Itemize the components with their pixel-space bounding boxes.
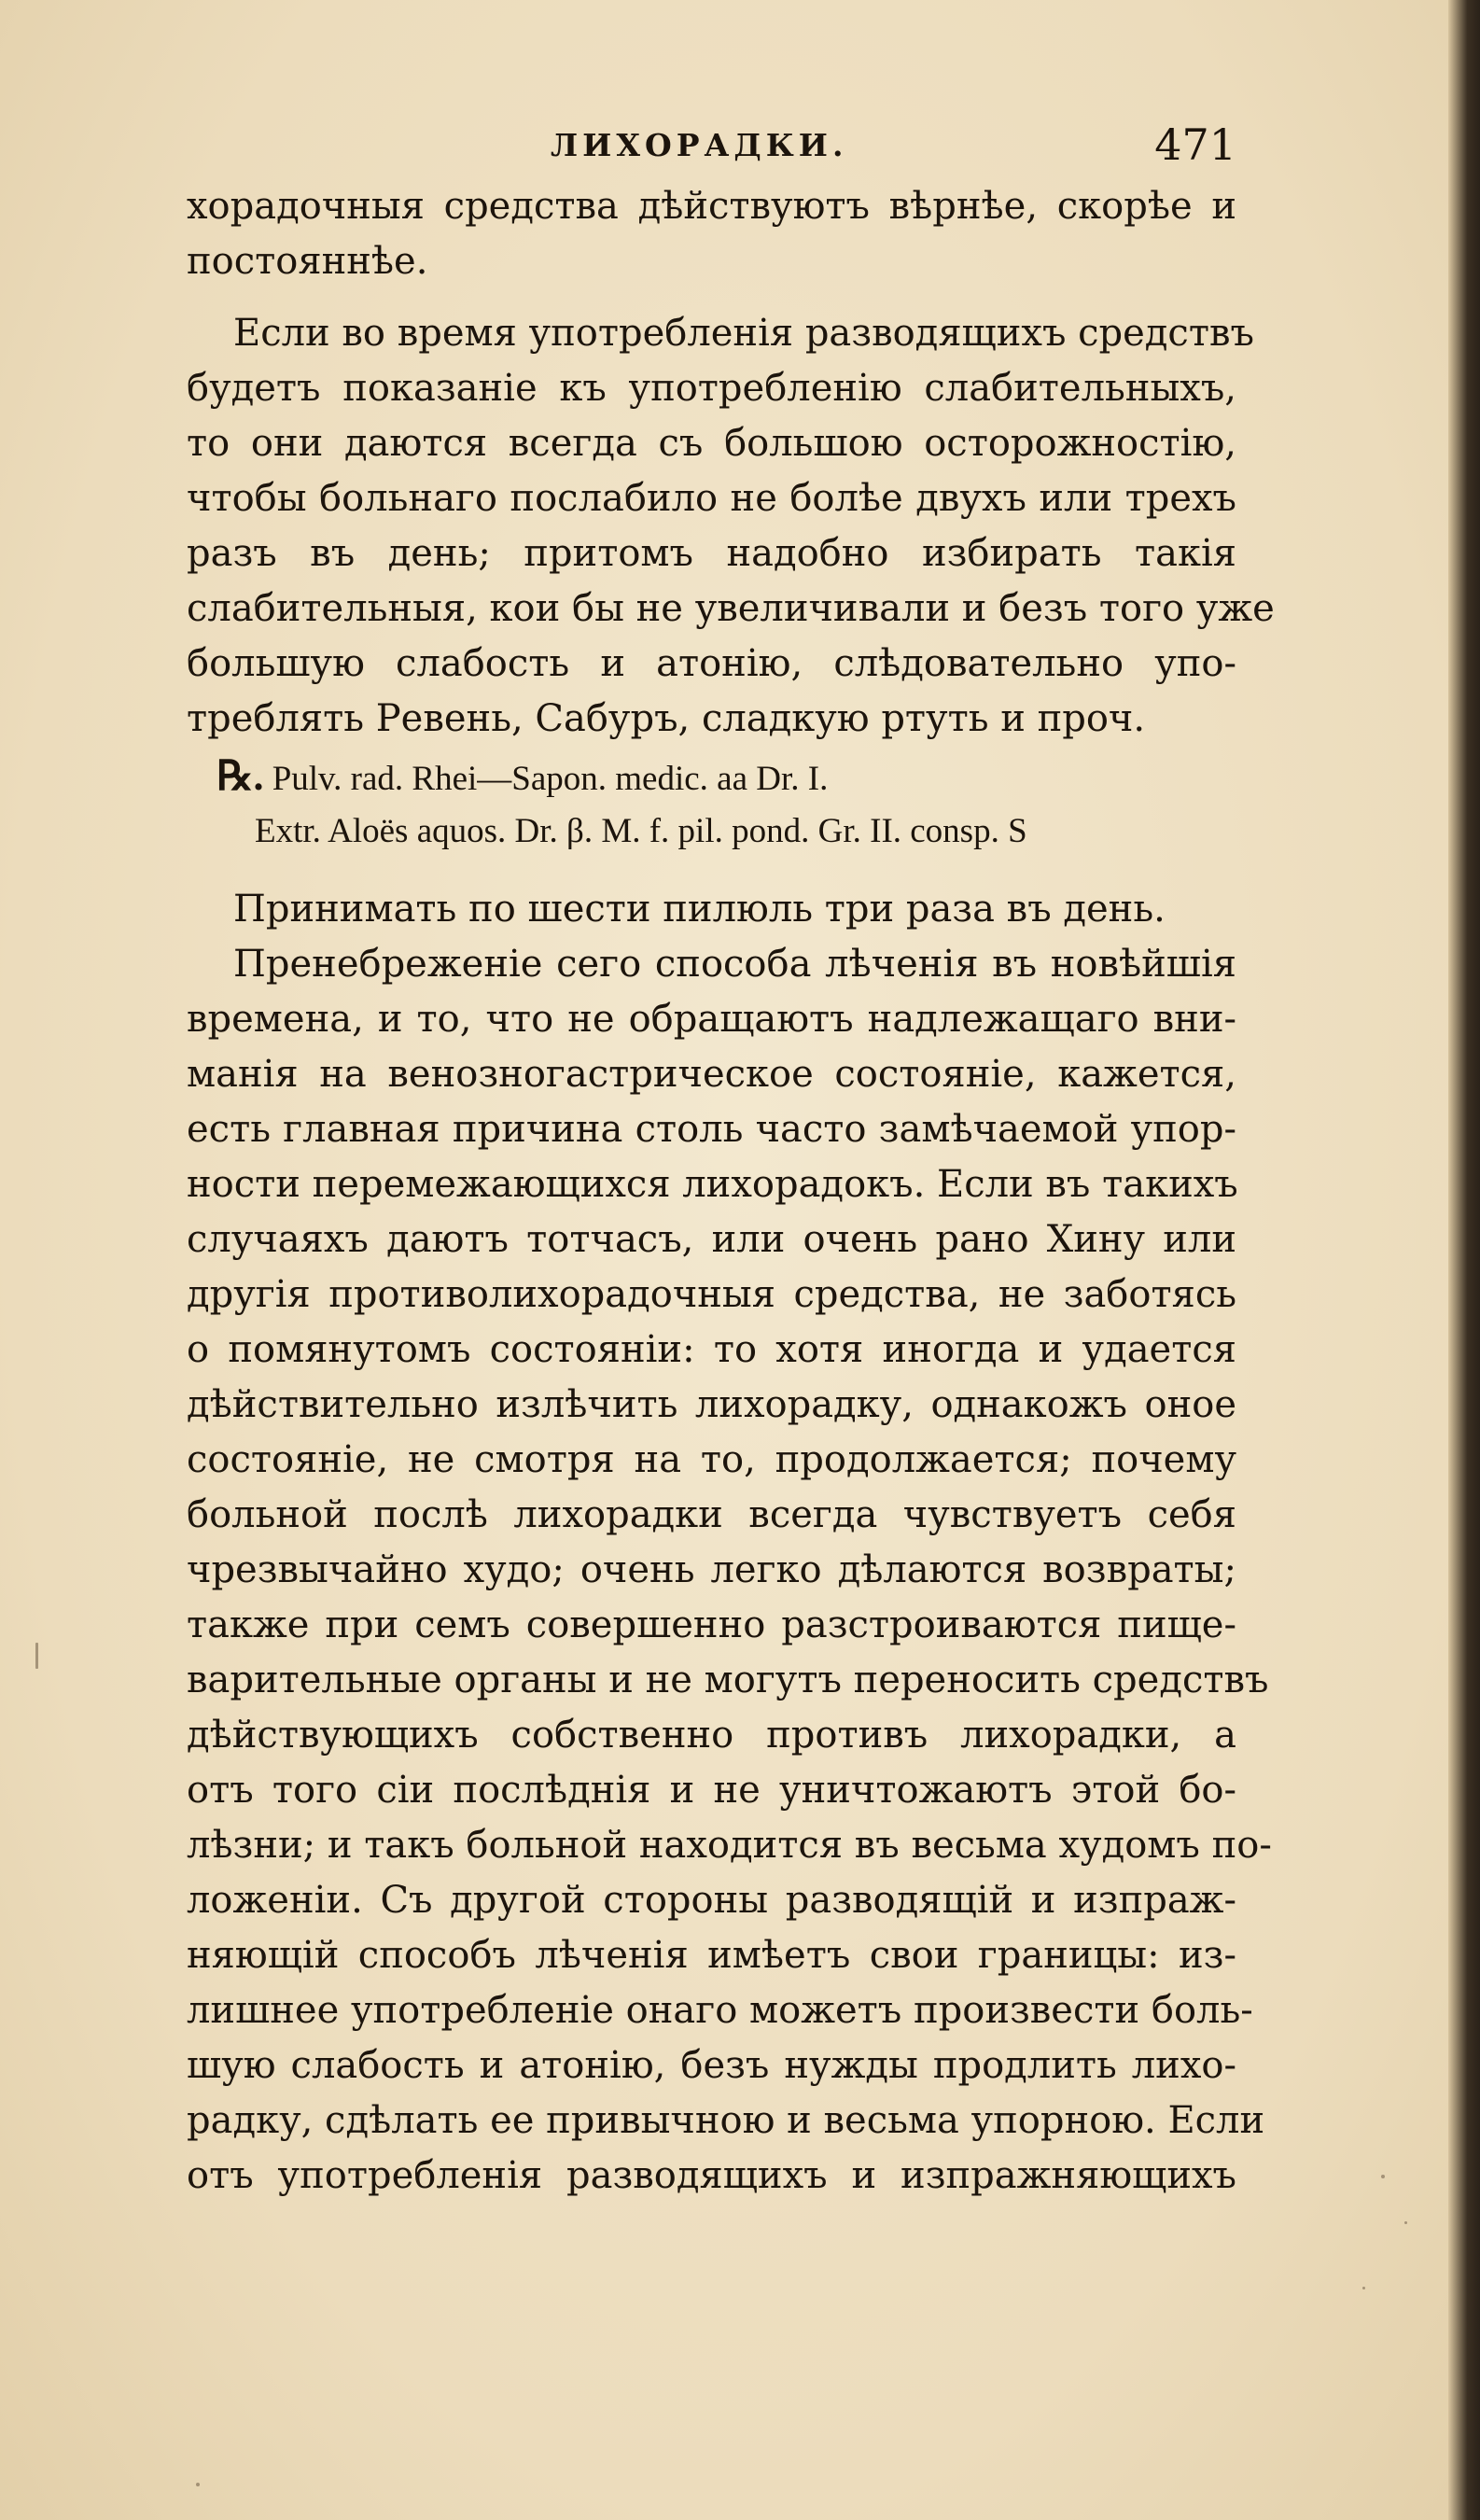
paragraph-1 [187,179,1236,289]
paper-speck [196,2483,200,2486]
text-line: слабительныя, кои бы не увеличивали и безъ того уже [187,587,1275,630]
text-line: треблять Ревень, Сабуръ, сладкую ртуть и проч. [187,697,1146,740]
text-line: хорадочныя средства дѣйствуютъ вѣрнѣе, скорѣе и [187,185,1236,228]
text-line: варительные органы и не могутъ переносить средствъ [187,1659,1269,1701]
prescription-text: Pulv. rad. Rhei—Sapon. medic. aa Dr. I. [272,760,829,798]
text-line: больной послѣ лихорадки всегда чувствуетъ себя [187,1493,1236,1536]
text-line: о помянутомъ состояніи: то хотя иногда и удается [187,1328,1236,1371]
text-line: лишнее употребленіе онаго можетъ произвести боль- [187,1989,1253,2032]
text-line: Пренебреженіе сего способа лѣченія въ новѣйшія [233,943,1236,986]
text-line: также при семъ совершенно разстроиваются пище- [187,1603,1236,1646]
text-line: большую слабость и атонію, слѣдовательно упо- [187,642,1236,685]
text-line: шую слабость и атонію, безъ нужды продлить лихо- [187,2044,1236,2087]
page-edge-shadow [1448,0,1480,2520]
text-line: дѣйствующихъ собственно противъ лихорадки, а [187,1714,1236,1757]
text-line: чрезвычайно худо; очень легко дѣлаются возвраты; [187,1548,1236,1591]
text-line: разъ въ день; притомъ надобно избирать такія [187,532,1236,575]
text-line: Принимать по шести пилюль три раза въ день. [233,888,1166,931]
page-number: 471 [1154,119,1236,170]
paragraph-3 [187,882,1236,937]
text-line: будетъ показаніе къ употребленію слабительныхъ, [187,367,1236,410]
text-line: Если во время употребленія разводящихъ средствъ [233,312,1254,355]
text-line: случаяхъ даютъ тотчасъ, или очень рано Хину или [187,1218,1236,1261]
prescription-block [187,750,1236,858]
paper-speck [1381,2175,1385,2178]
prescription-line-2: Extr. Aloës aquos. Dr. β. M. f. pil. pond. Gr. II. consp. S [255,812,1027,850]
paper-speck [35,1643,38,1669]
text-line: постояннѣе. [187,240,428,283]
text-line: ности перемежающихся лихорадокъ. Если въ такихъ [187,1163,1238,1206]
recipe-symbol: ℞. [216,753,264,799]
text-line: дѣйствительно излѣчить лихорадку, однакожъ оное [187,1383,1236,1426]
running-head: ЛИХОРАДКИ. [551,127,848,163]
text-line: радку, сдѣлать ее привычною и весьма упорною. Если [187,2099,1265,2142]
text-line: ложеніи. Съ другой стороны разводящій и изпраж- [187,1879,1236,1922]
text-line: чтобы больнаго послабило не болѣе двухъ или трехъ [187,477,1236,520]
text-line: отъ того сіи послѣднія и не уничтожаютъ этой бо- [187,1769,1236,1812]
prescription-line-1 [187,750,1236,805]
text-line: состояніе, не смотря на то, продолжается; почему [187,1438,1236,1481]
paragraph-4 [187,937,1272,2204]
text-line: манія на венозногастрическое состояніе, кажется, [187,1053,1236,1096]
text-line: отъ употребленія разводящихъ и изпражняющихъ [187,2154,1236,2197]
paragraph-2 [187,306,1275,747]
text-line: няющій способъ лѣченія имѣетъ свои границы: из- [187,1934,1236,1977]
paper-speck [1362,2287,1365,2289]
text-line: есть главная причина столь часто замѣчаемой упор- [187,1108,1236,1151]
page-header [187,119,1236,175]
paper-speck [1404,2221,1407,2224]
text-line: времена, и то, что не обращаютъ надлежащаго вни- [187,998,1236,1041]
text-line: то они даются всегда съ большою осторожностію, [187,422,1236,465]
text-line: другія противолихорадочныя средства, не заботясь [187,1273,1236,1316]
text-line: лѣзни; и такъ больной находится въ весьма худомъ по- [187,1824,1272,1867]
body-text [187,179,1275,2204]
